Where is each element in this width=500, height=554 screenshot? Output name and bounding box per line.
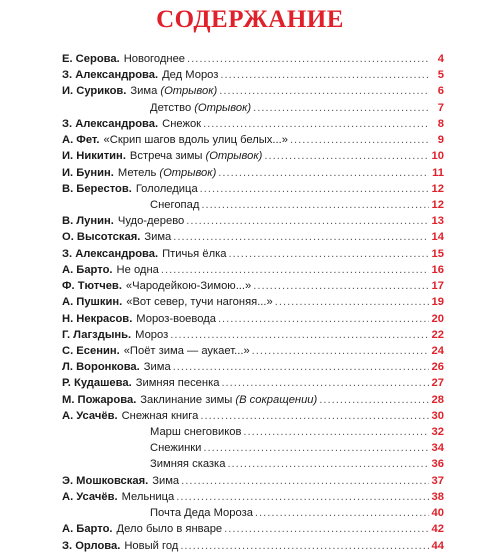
toc-entry-text — [62, 505, 253, 521]
toc-entry — [62, 116, 444, 132]
toc-page-number: 11 — [432, 166, 444, 179]
toc-entry-text — [62, 473, 179, 489]
toc-page-number: 27 — [431, 377, 444, 390]
toc-entry-text — [62, 262, 159, 278]
dot-leader — [200, 408, 429, 424]
toc-page-number: 40 — [431, 507, 444, 520]
dot-leader — [219, 83, 429, 99]
toc-page-number: 6 — [437, 85, 444, 98]
toc-entry — [62, 311, 444, 327]
toc-entry — [62, 83, 444, 99]
dot-leader — [176, 489, 429, 505]
toc-work-title: Заклинание зимы — [140, 393, 233, 406]
toc-work-title: Снежинки — [150, 442, 202, 455]
toc-entry — [62, 505, 444, 521]
dot-leader — [201, 197, 429, 213]
toc-work-title: Зима — [152, 474, 180, 487]
dot-leader — [173, 229, 429, 245]
toc-author: Н. Некрасов . — [62, 313, 132, 325]
toc-entry — [62, 473, 444, 489]
toc-work-title: Зима — [143, 361, 171, 374]
toc-entry-text — [62, 165, 216, 181]
dot-leader — [161, 262, 429, 278]
toc-page-number: 22 — [431, 328, 444, 341]
toc-work-title: Встреча зимы — [129, 150, 203, 163]
toc-note: ( Отрывок ) — [159, 167, 216, 179]
toc-entry-text — [62, 197, 199, 213]
toc-page-number: 36 — [431, 458, 444, 471]
toc-entry — [62, 67, 444, 83]
toc-work-title: Зима — [130, 85, 158, 98]
dot-leader — [180, 538, 429, 554]
toc-entry-text — [62, 148, 262, 164]
toc-work-title: «Вот север, тучи нагоняя...» — [126, 296, 273, 309]
toc-work-title: Не одна — [116, 263, 159, 276]
toc-entry — [62, 538, 444, 554]
toc-work-title: Мороз — [135, 328, 169, 341]
toc-work-title: Снегопад — [150, 198, 200, 211]
toc-entry-text — [62, 51, 185, 67]
toc-page-number: 9 — [437, 134, 444, 147]
toc-author: З. Александрова . — [62, 118, 158, 130]
toc-note: ( Отрывок ) — [194, 102, 251, 114]
toc-entry-text — [62, 100, 251, 116]
toc-work-title: Снежная книга — [121, 409, 199, 422]
toc-page-number: 44 — [431, 539, 444, 552]
dot-leader — [218, 311, 429, 327]
toc-author: Е. Серова . — [62, 53, 120, 65]
toc-entry-text — [62, 229, 171, 245]
toc-page-number: 42 — [431, 523, 444, 536]
toc-entry — [62, 229, 444, 245]
toc-page-number: 7 — [437, 101, 444, 114]
toc-work-title: Почта Деда Мороза — [150, 507, 253, 520]
toc-entry — [62, 392, 444, 408]
toc-entry — [62, 359, 444, 375]
toc-entry-text — [62, 311, 216, 327]
toc-author: Ф. Тютчев . — [62, 280, 122, 292]
toc-entry-text — [62, 489, 174, 505]
toc-page-number: 16 — [431, 263, 444, 276]
toc-entry — [62, 278, 444, 294]
dot-leader — [203, 440, 429, 456]
toc-page-number: 26 — [431, 361, 444, 374]
toc-work-title: «Поёт зима — аукает...» — [123, 344, 250, 357]
toc-note: ( Отрывок ) — [205, 150, 262, 162]
dot-leader — [186, 213, 429, 229]
toc-entry — [62, 327, 444, 343]
toc-list — [62, 51, 444, 554]
toc-entry-text — [62, 327, 168, 343]
toc-author: А. Усачёв . — [62, 491, 118, 503]
toc-entry-text — [62, 181, 198, 197]
dot-leader — [253, 100, 429, 116]
toc-page-number: 30 — [431, 409, 444, 422]
toc-work-title: Новогоднее — [123, 53, 186, 65]
toc-entry-text — [62, 213, 184, 229]
toc-entry — [62, 440, 444, 456]
toc-entry — [62, 489, 444, 505]
toc-entry-text — [62, 392, 317, 408]
toc-page-number: 15 — [431, 247, 444, 260]
toc-entry — [62, 148, 444, 164]
toc-entry-text — [62, 440, 201, 456]
toc-author: О. Высотская . — [62, 231, 140, 243]
toc-work-title: «Скрип шагов вдоль улиц белых...» — [103, 134, 288, 147]
dot-leader — [319, 392, 429, 408]
toc-author: Л. Воронкова . — [62, 361, 140, 373]
toc-author: В. Берестов . — [62, 183, 132, 195]
toc-author: З. Александрова . — [62, 69, 158, 81]
toc-entry — [62, 213, 444, 229]
toc-author: Р. Кудашева . — [62, 377, 132, 389]
toc-author: Г. Лагздынь . — [62, 329, 131, 341]
dot-leader — [218, 165, 429, 181]
toc-entry-text — [62, 359, 171, 375]
dot-leader — [170, 327, 429, 343]
toc-work-title: Снежок — [162, 117, 202, 130]
toc-entry-text — [62, 294, 273, 310]
toc-work-title: Зимняя сказка — [150, 458, 226, 471]
toc-page-number: 4 — [437, 53, 444, 65]
toc-note: ( В сокращении ) — [235, 394, 317, 406]
toc-entry — [62, 181, 444, 197]
dot-leader — [264, 148, 429, 164]
dot-leader — [253, 278, 429, 294]
toc-entry-text — [62, 424, 241, 440]
toc-entry — [62, 132, 444, 148]
toc-work-title: Дед Мороз — [162, 69, 219, 82]
toc-entry-text — [62, 83, 217, 99]
toc-author: В. Лунин . — [62, 215, 114, 227]
toc-entry-text — [62, 343, 250, 359]
toc-entry — [62, 165, 444, 181]
toc-entry-text — [62, 521, 222, 537]
toc-work-title: Мороз-воевода — [136, 312, 216, 325]
toc-page-number: 13 — [431, 215, 444, 228]
toc-page-number: 17 — [431, 280, 444, 293]
toc-work-title: Детство — [150, 101, 192, 114]
toc-entry — [62, 100, 444, 116]
toc-author: З. Орлова . — [62, 540, 120, 552]
toc-page-number: 8 — [437, 117, 444, 130]
dot-leader — [275, 294, 429, 310]
dot-leader — [220, 67, 429, 83]
toc-author: И. Бунин . — [62, 167, 114, 179]
toc-page-number: 12 — [431, 182, 444, 195]
toc-entry — [62, 343, 444, 359]
dot-leader — [255, 505, 429, 521]
toc-author: Э. Мошковская . — [62, 475, 148, 487]
toc-entry — [62, 51, 444, 67]
toc-entry — [62, 456, 444, 472]
toc-page-number: 10 — [431, 150, 444, 163]
dot-leader — [224, 521, 429, 537]
toc-work-title: Мельница — [121, 490, 175, 503]
dot-leader — [290, 132, 429, 148]
dot-leader — [228, 246, 429, 262]
toc-work-title: Птичья ёлка — [162, 247, 227, 260]
toc-page-number: 32 — [431, 426, 444, 439]
toc-entry-text — [62, 375, 219, 391]
toc-page-number: 38 — [431, 490, 444, 503]
toc-entry-text — [62, 67, 218, 83]
toc-entry-text — [62, 456, 225, 472]
toc-author: С. Есенин . — [62, 345, 120, 357]
toc-entry — [62, 408, 444, 424]
toc-entry-text — [62, 116, 201, 132]
toc-page-number: 28 — [431, 393, 444, 406]
toc-author: З. Александрова . — [62, 248, 158, 260]
toc-page-number: 12 — [431, 198, 444, 211]
toc-entry — [62, 197, 444, 213]
dot-leader — [181, 473, 429, 489]
toc-work-title: Зима — [144, 231, 172, 244]
dot-leader — [227, 456, 429, 472]
toc-page-number: 34 — [431, 442, 444, 455]
dot-leader — [187, 51, 429, 67]
toc-entry — [62, 521, 444, 537]
dot-leader — [200, 181, 429, 197]
toc-author: И. Никитин . — [62, 150, 126, 162]
dot-leader — [252, 343, 429, 359]
toc-page-number: 20 — [431, 312, 444, 325]
toc-author: И. Суриков . — [62, 85, 126, 97]
toc-entry-text — [62, 278, 251, 294]
dot-leader — [173, 359, 429, 375]
toc-author: А. Барто . — [62, 523, 113, 535]
toc-entry — [62, 294, 444, 310]
toc-entry-text — [62, 132, 288, 148]
toc-work-title: «Чародейкою-Зимою...» — [125, 280, 252, 293]
dot-leader — [203, 116, 429, 132]
toc-work-title: Чудо-дерево — [117, 215, 185, 228]
toc-page-number: 37 — [431, 474, 444, 487]
toc-author: М. Пожарова . — [62, 394, 136, 406]
toc-author: А. Барто . — [62, 264, 113, 276]
toc-work-title: Дело было в январе — [116, 523, 223, 536]
toc-page-number: 19 — [431, 296, 444, 309]
page-title: СОДЕРЖАНИЕ — [156, 6, 344, 33]
toc-work-title: Гололедица — [135, 182, 198, 195]
toc-entry — [62, 375, 444, 391]
toc-entry — [62, 424, 444, 440]
toc-page-number: 14 — [431, 231, 444, 244]
toc-entry-text — [62, 408, 198, 424]
toc-work-title: Метель — [117, 166, 157, 179]
toc-entry — [62, 262, 444, 278]
toc-page-number: 24 — [431, 344, 444, 357]
toc-author: А. Пушкин . — [62, 296, 122, 308]
toc-entry-text — [62, 246, 226, 262]
dot-leader — [221, 375, 429, 391]
toc-author: А. Усачёв . — [62, 410, 118, 422]
dot-leader — [243, 424, 429, 440]
toc-work-title: Новый год — [124, 539, 179, 552]
toc-work-title: Марш снеговиков — [150, 426, 242, 439]
toc-page-number: 5 — [437, 69, 444, 82]
toc-note: ( Отрывок ) — [160, 85, 217, 97]
toc-work-title: Зимняя песенка — [135, 377, 220, 390]
toc-entry-text — [62, 538, 178, 554]
toc-entry — [62, 246, 444, 262]
toc-author: А. Фет . — [62, 134, 100, 146]
